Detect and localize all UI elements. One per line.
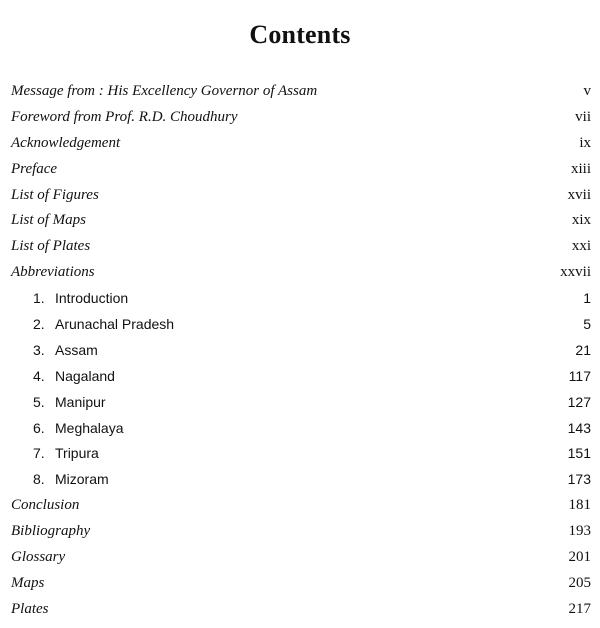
toc-chapter-title — [33, 338, 98, 364]
toc-entry-title: List of Plates — [11, 238, 91, 255]
toc-entry-title: Abbreviations — [11, 264, 95, 281]
toc-entry-page: 143 — [567, 419, 591, 436]
toc-entry — [0, 493, 600, 519]
toc-chapter-label: Manipur — [55, 393, 106, 410]
toc-entry-page: xiii — [570, 160, 591, 177]
toc-chapter-label: Tripura — [55, 445, 99, 462]
toc-entry — [0, 260, 600, 286]
toc-entry — [0, 234, 600, 260]
toc-entry-page: 5 — [583, 316, 591, 333]
toc-entry-title: Maps — [11, 574, 45, 591]
toc-chapter — [0, 364, 600, 390]
page-title: Contents — [249, 20, 351, 49]
toc-entry-page: vii — [575, 108, 591, 125]
toc-entry-title: List of Maps — [11, 212, 87, 229]
toc-entry-page: 1 — [583, 290, 591, 307]
toc-chapter-number: 4. — [33, 367, 45, 384]
toc-entry-page: 151 — [567, 445, 591, 462]
toc-chapter-title — [33, 441, 99, 467]
toc-chapter-label: Assam — [55, 341, 98, 358]
toc-chapter-number: 5. — [33, 393, 45, 410]
toc-entry — [0, 131, 600, 157]
toc-chapter — [0, 441, 600, 467]
toc-entry-title: Preface — [11, 160, 58, 177]
toc-chapter — [0, 286, 600, 312]
toc-chapter-title — [33, 364, 115, 390]
toc-chapter-number: 2. — [33, 316, 45, 333]
toc-chapter-title — [33, 467, 109, 493]
toc-chapter-number: 3. — [33, 341, 45, 358]
toc-chapter-title — [33, 416, 124, 442]
toc-entry-page: ix — [579, 134, 591, 151]
toc-chapter-label: Nagaland — [55, 367, 115, 384]
toc-entry-title: Conclusion — [11, 497, 80, 514]
toc-chapter-label: Introduction — [55, 290, 129, 307]
toc-entry — [0, 545, 600, 571]
toc-entry — [0, 597, 600, 623]
toc-entry — [0, 183, 600, 209]
toc-chapter — [0, 416, 600, 442]
toc-chapter-label: Mizoram — [55, 471, 109, 488]
toc-chapter — [0, 312, 600, 338]
toc-entry-title: Bibliography — [11, 523, 91, 540]
toc-entry-title: Glossary — [11, 549, 66, 566]
toc-entry-title: Foreword from Prof. R.D. Choudhury — [11, 108, 238, 125]
toc-entry — [0, 79, 600, 105]
table-of-contents — [0, 79, 600, 623]
toc-chapter-title — [33, 286, 128, 312]
toc-chapter-title — [33, 390, 106, 416]
toc-entry-title: List of Figures — [11, 186, 99, 203]
toc-entry — [0, 208, 600, 234]
toc-entry — [0, 571, 600, 597]
toc-entry-page: 193 — [568, 523, 591, 540]
toc-chapter-title — [33, 312, 174, 338]
toc-entry-page: xxi — [571, 238, 591, 255]
toc-entry-title: Acknowledgement — [11, 134, 121, 151]
toc-chapter — [0, 338, 600, 364]
toc-entry-page: 173 — [567, 471, 591, 488]
toc-entry-page: 117 — [568, 367, 591, 384]
toc-entry — [0, 519, 600, 545]
toc-entry-page: 127 — [567, 393, 591, 410]
toc-entry — [0, 105, 600, 131]
toc-entry-page: 201 — [568, 549, 591, 566]
toc-entry-title: Message from : His Excellency Governor of Assam — [11, 83, 318, 99]
toc-chapter-number: 8. — [33, 471, 45, 488]
toc-entry-page: 181 — [568, 497, 591, 514]
toc-entry-page: xxvii — [560, 264, 591, 281]
toc-chapter — [0, 467, 600, 493]
toc-entry-page: xix — [571, 212, 591, 229]
toc-entry-page: 21 — [575, 341, 591, 358]
toc-chapter-number: 1. — [33, 290, 45, 307]
toc-entry-page: xvii — [567, 186, 591, 203]
toc-entry-page: 205 — [568, 574, 591, 591]
toc-chapter-number: 7. — [33, 445, 45, 462]
toc-chapter-label: Meghalaya — [55, 419, 124, 436]
toc-chapter-label: Arunachal Pradesh — [55, 316, 175, 333]
toc-chapter-number: 6. — [33, 419, 45, 436]
toc-entry-page: 217 — [568, 600, 591, 617]
toc-entry-page: v — [583, 83, 591, 99]
toc-entry — [0, 157, 600, 183]
toc-chapter — [0, 390, 600, 416]
toc-entry-title: Plates — [11, 600, 49, 617]
